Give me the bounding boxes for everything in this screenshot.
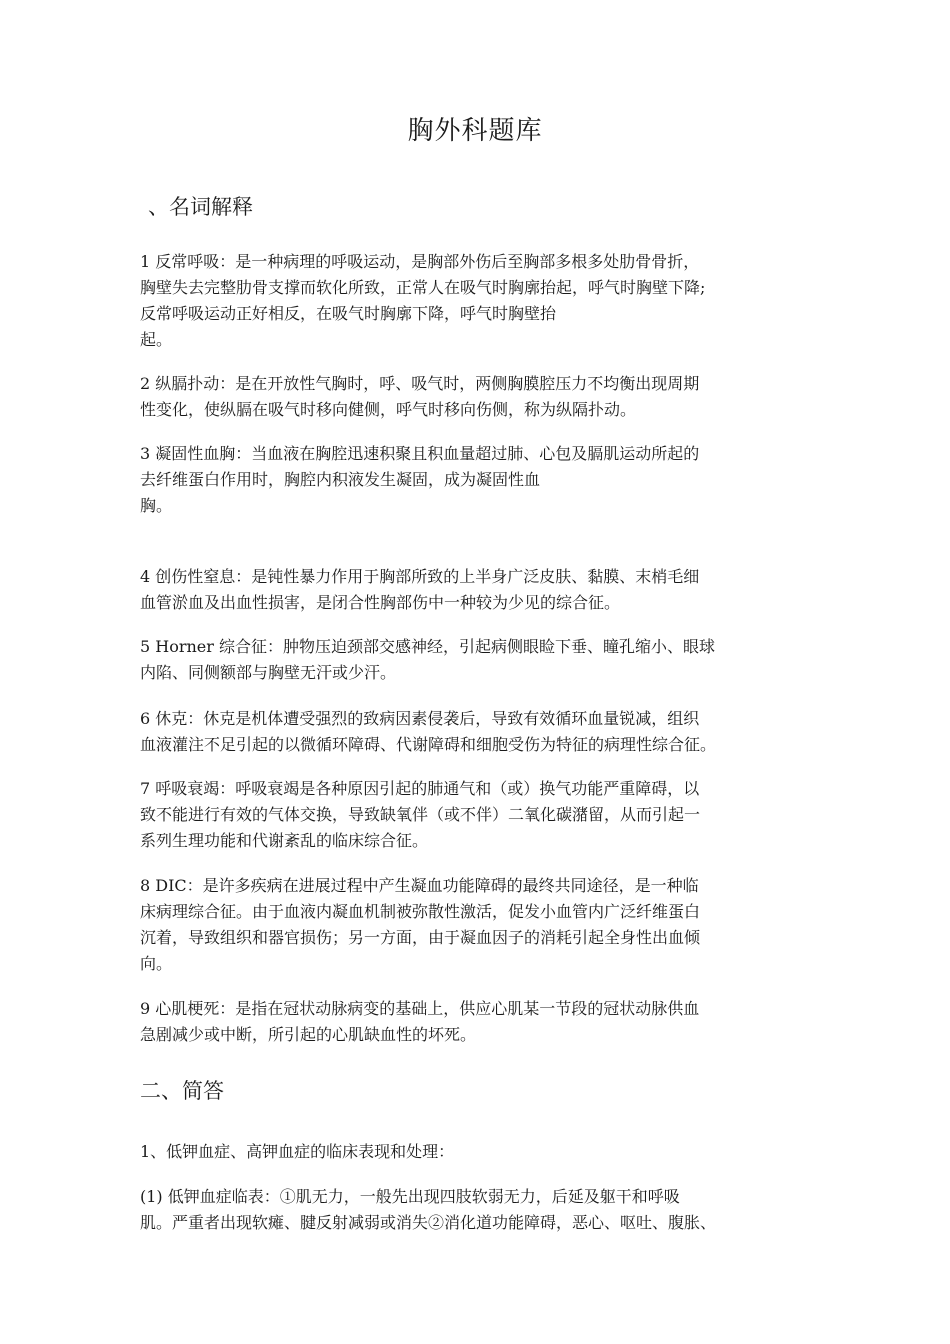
entry-line: 血液灌注不足引起的以微循环障碍、代谢障碍和细胞受伤为特征的病理性综合征。: [140, 735, 717, 754]
entry-line: 性变化，使纵膈在吸气时移向健侧，呼气时移向伤侧，称为纵隔扑动。: [140, 400, 637, 419]
definition-entry: [140, 441, 830, 519]
definition-entry: [140, 706, 830, 758]
question-entry: [140, 1139, 830, 1165]
entry-line: 向。: [140, 954, 173, 973]
entry-line: 8 DIC：是许多疾病在进展过程中产生凝血功能障碍的最终共同途径，是一种临: [140, 876, 699, 895]
entry-line: 5 Horner 综合征：肿物压迫颈部交感神经，引起病侧眼睑下垂、瞳孔缩小、眼球: [140, 637, 716, 656]
definition-entry: [140, 249, 830, 353]
entry-line: 3 凝固性血胸：当血液在胸腔迅速积聚且积血量超过肺、心包及膈肌运动所起的: [140, 444, 700, 463]
answer-entry: [140, 1184, 830, 1236]
definition-entry: [140, 996, 830, 1048]
entry-line: 起。: [140, 330, 173, 349]
entry-line: 沉着，导致组织和器官损伤；另一方面，由于凝血因子的消耗引起全身性出血倾: [140, 928, 701, 947]
section-heading-short-answer: 二、简答: [140, 1079, 224, 1103]
entry-line: 系列生理功能和代谢紊乱的临床综合征。: [140, 831, 429, 850]
answer-line: (1) 低钾血症临表：①肌无力，一般先出现四肢软弱无力，后延及躯干和呼吸: [140, 1187, 680, 1206]
entry-line: 4 创伤性窒息：是钝性暴力作用于胸部所致的上半身广泛皮肤、黏膜、末梢毛细: [140, 567, 700, 586]
entry-line: 内陷、同侧额部与胸壁无汗或少汗。: [140, 663, 397, 682]
section-heading-definitions: 、名词解释: [148, 195, 253, 219]
question-line: 1、低钾血症、高钾血症的临床表现和处理：: [140, 1142, 455, 1161]
entry-line: 6 休克：休克是机体遭受强烈的致病因素侵袭后，导致有效循环血量锐减，组织: [140, 709, 700, 728]
definition-entry: [140, 371, 830, 423]
entry-line: 7 呼吸衰竭：呼吸衰竭是各种原因引起的肺通气和（或）换气功能严重障碍，以: [140, 779, 700, 798]
document-title: 胸外科题库: [407, 116, 543, 146]
entry-line: 血管淤血及出血性损害，是闭合性胸部伤中一种较为少见的综合征。: [140, 593, 621, 612]
definition-entry: [140, 873, 830, 977]
entry-line: 床病理综合征。由于血液内凝血机制被弥散性激活，促发小血管内广泛纤维蛋白: [140, 902, 701, 921]
answer-line: 肌。严重者出现软瘫、腱反射减弱或消失②消化道功能障碍，恶心、呕吐、腹胀、: [140, 1213, 717, 1232]
definition-entry: [140, 564, 830, 616]
entry-line: 反常呼吸运动正好相反，在吸气时胸廓下降，呼气时胸壁抬: [140, 304, 557, 323]
entry-line: 9 心肌梗死：是指在冠状动脉病变的基础上，供应心肌某一节段的冠状动脉供血: [140, 999, 700, 1018]
definition-entry: [140, 776, 830, 854]
entry-line: 1 反常呼吸：是一种病理的呼吸运动，是胸部外伤后至胸部多根多处肋骨骨折，: [140, 252, 700, 271]
entry-line: 胸壁失去完整肋骨支撑而软化所致，正常人在吸气时胸廓抬起，呼气时胸壁下降;: [140, 278, 706, 297]
entry-line: 致不能进行有效的气体交换，导致缺氧伴（或不伴）二氧化碳潴留，从而引起一: [140, 805, 701, 824]
entry-line: 去纤维蛋白作用时，胸腔内积液发生凝固，成为凝固性血: [140, 470, 541, 489]
entry-line: 急剧减少或中断，所引起的心肌缺血性的坏死。: [140, 1025, 477, 1044]
entry-line: 2 纵膈扑动：是在开放性气胸时，呼、吸气时，两侧胸膜腔压力不均衡出现周期: [140, 374, 700, 393]
definition-entry: [140, 634, 830, 686]
entry-line: 胸。: [140, 496, 173, 515]
